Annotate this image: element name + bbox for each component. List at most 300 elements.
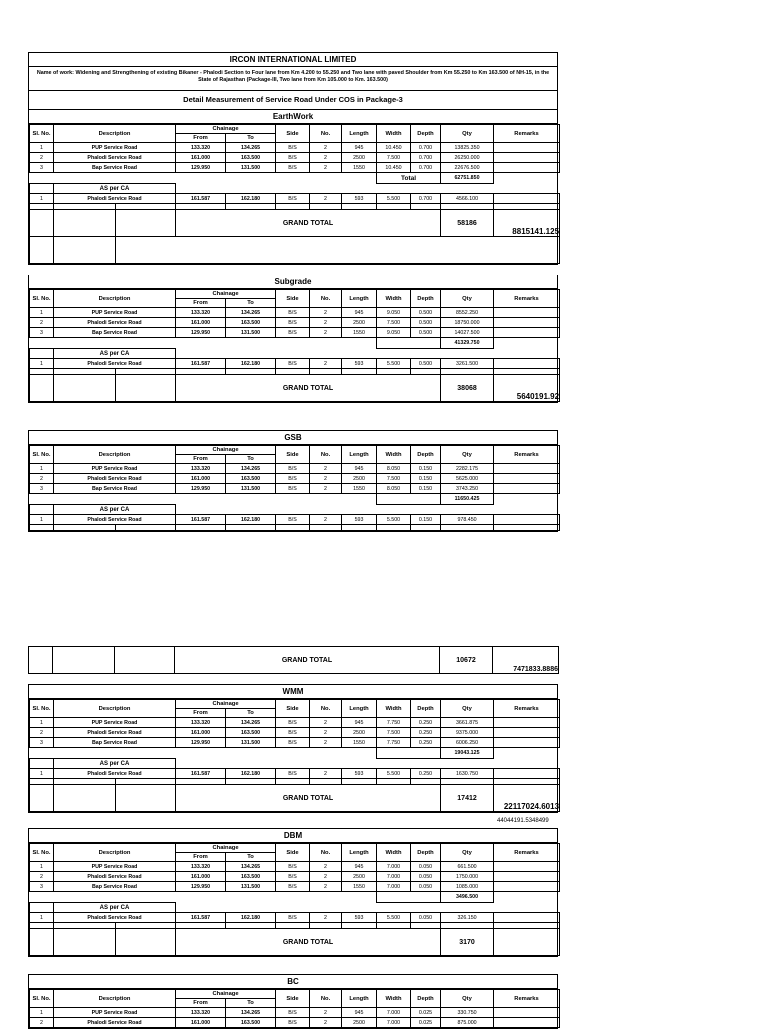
cell-description: Phalodi Service Road [54, 913, 176, 923]
cell-description: Phalodi Service Road [54, 769, 176, 779]
cell-description: Phalodi Service Road [54, 474, 176, 484]
cell-remarks [494, 143, 560, 153]
col-from: From [176, 999, 226, 1008]
cell-qty: 1630.750 [441, 769, 494, 779]
cell-from: 129.950 [176, 484, 226, 494]
cell-side: B/S [276, 862, 310, 872]
cell-side: B/S [276, 153, 310, 163]
cell-sl: 2 [30, 318, 54, 328]
col-length: Length [342, 446, 377, 464]
cell-description: Phalodi Service Road [54, 194, 176, 204]
cell-remarks [494, 1008, 560, 1018]
total-row [30, 892, 560, 903]
cell-no: 2 [310, 328, 342, 338]
gsb-grand-total-block [28, 646, 558, 674]
cell-description: PUP Service Road [54, 143, 176, 153]
cell-side: B/S [276, 464, 310, 474]
cell-side: B/S [276, 308, 310, 318]
cell-remarks [494, 515, 560, 525]
gsb-grand-total-table [28, 646, 559, 674]
col-qty: Qty [441, 844, 494, 862]
cell-remarks [494, 1018, 560, 1028]
col-remarks: Remarks [494, 290, 560, 308]
cell-qty: 5625.000 [441, 474, 494, 484]
wmm-block [28, 684, 558, 813]
cell-from: 133.320 [176, 464, 226, 474]
col-chainage: Chainage [176, 700, 276, 709]
cell-depth: 0.050 [411, 872, 441, 882]
cell-description: PUP Service Road [54, 862, 176, 872]
col-width: Width [377, 290, 411, 308]
col-length: Length [342, 290, 377, 308]
grand-total-amount [494, 929, 560, 956]
cell-depth: 0.500 [411, 359, 441, 369]
cell-width: 7.000 [377, 862, 411, 872]
cell-remarks [494, 882, 560, 892]
cell-width: 7.750 [377, 718, 411, 728]
cell-qty: 2282.175 [441, 464, 494, 474]
cell-from: 161.587 [176, 359, 226, 369]
col-to: To [226, 455, 276, 464]
bc-table [29, 989, 560, 1028]
cell-no: 2 [310, 738, 342, 748]
cell-to: 134.265 [226, 308, 276, 318]
cell-description: Phalodi Service Road [54, 1018, 176, 1028]
cell-qty: 661.500 [441, 862, 494, 872]
cell-qty: 13825.350 [441, 143, 494, 153]
cell-length: 945 [342, 143, 377, 153]
col-side: Side [276, 700, 310, 718]
cell-remarks [494, 464, 560, 474]
grand-total-value: 58186 [441, 210, 494, 237]
section-title-dbm: DBM [29, 829, 557, 843]
cell-sl: 2 [30, 872, 54, 882]
cell-qty: 9375.000 [441, 728, 494, 738]
dbm-table [29, 843, 560, 956]
grand-total-label: GRAND TOTAL [176, 785, 441, 812]
cell-qty: 22676.500 [441, 163, 494, 173]
cell-qty: 326.150 [441, 913, 494, 923]
table-row [30, 318, 560, 328]
col-to: To [226, 709, 276, 718]
cell-side: B/S [276, 913, 310, 923]
cell-length: 945 [342, 464, 377, 474]
cell-depth: 0.150 [411, 474, 441, 484]
cell-depth: 0.250 [411, 718, 441, 728]
cell-depth: 0.700 [411, 143, 441, 153]
dbm-block [28, 828, 558, 957]
cell-depth: 0.500 [411, 318, 441, 328]
col-remarks: Remarks [494, 844, 560, 862]
col-qty: Qty [441, 125, 494, 143]
col-remarks: Remarks [494, 446, 560, 464]
cell-no: 2 [310, 464, 342, 474]
cell-to: 131.500 [226, 328, 276, 338]
col-sl: Sl. No. [30, 990, 54, 1008]
cell-to: 131.500 [226, 163, 276, 173]
cell-to: 131.500 [226, 882, 276, 892]
cell-no: 2 [310, 862, 342, 872]
grand-total-amount: 8815141.125 [494, 210, 560, 237]
cell-width: 5.500 [377, 769, 411, 779]
col-no: No. [310, 125, 342, 143]
cell-from: 129.950 [176, 738, 226, 748]
col-remarks: Remarks [494, 700, 560, 718]
cell-width: 5.500 [377, 913, 411, 923]
table-row [30, 718, 560, 728]
cell-no: 2 [310, 359, 342, 369]
cell-remarks [494, 194, 560, 204]
cell-width: 9.050 [377, 328, 411, 338]
cell-from: 161.000 [176, 474, 226, 484]
cell-no: 2 [310, 474, 342, 484]
col-length: Length [342, 700, 377, 718]
cell-length: 2500 [342, 153, 377, 163]
col-remarks: Remarks [494, 990, 560, 1008]
table-row [30, 464, 560, 474]
col-chainage: Chainage [176, 446, 276, 455]
cell-side: B/S [276, 872, 310, 882]
section-title-earthwork: EarthWork [29, 110, 557, 124]
cell-no: 2 [310, 515, 342, 525]
cell-to: 163.500 [226, 728, 276, 738]
cell-to: 162.180 [226, 913, 276, 923]
grand-total-value: 38068 [441, 375, 494, 402]
cell-to: 163.500 [226, 474, 276, 484]
cell-depth: 0.150 [411, 464, 441, 474]
grand-total-value: 3170 [441, 929, 494, 956]
cell-sl: 1 [30, 718, 54, 728]
col-no: No. [310, 290, 342, 308]
total-qty: 62751.850 [441, 173, 494, 184]
col-qty: Qty [441, 446, 494, 464]
work-description: Name of work: Widening and Strengthening of existing Bikaner - Phalodi Section to Four lane from Km 4.200 to 55.250 and Two lane with paved Shoulder from Km 55.250 to Km 163.500 of NH-15, in the State of Rajasthan (Package-III, Two lane from Km 105.000 to Km. 163.500) [29, 67, 557, 91]
cell-sl: 1 [30, 359, 54, 369]
as-per-ca-label: AS per CA [54, 759, 176, 769]
subgrade-table [29, 289, 560, 402]
grand-total-value: 17412 [441, 785, 494, 812]
table-row [30, 143, 560, 153]
col-side: Side [276, 844, 310, 862]
cell-no: 2 [310, 1008, 342, 1018]
ca-label-row [30, 505, 560, 515]
cell-depth: 0.700 [411, 153, 441, 163]
col-no: No. [310, 844, 342, 862]
col-no: No. [310, 700, 342, 718]
cell-from: 133.320 [176, 718, 226, 728]
cell-sl: 1 [30, 862, 54, 872]
ca-label-row [30, 903, 560, 913]
grand-total-label: GRAND TOTAL [176, 375, 441, 402]
cell-length: 593 [342, 359, 377, 369]
cell-depth: 0.150 [411, 484, 441, 494]
cell-qty: 3661.875 [441, 718, 494, 728]
col-sl: Sl. No. [30, 446, 54, 464]
cell-side: B/S [276, 474, 310, 484]
cell-sl: 1 [30, 464, 54, 474]
cell-remarks [494, 738, 560, 748]
grand-total-row [30, 929, 560, 956]
cell-width: 9.050 [377, 308, 411, 318]
cell-to: 134.265 [226, 143, 276, 153]
cell-remarks [494, 153, 560, 163]
section-title-gsb: GSB [29, 431, 557, 445]
col-from: From [176, 455, 226, 464]
cell-no: 2 [310, 872, 342, 882]
section-title-wmm: WMM [29, 685, 557, 699]
cell-remarks [494, 872, 560, 882]
cell-length: 593 [342, 769, 377, 779]
cell-length: 1550 [342, 163, 377, 173]
cell-side: B/S [276, 882, 310, 892]
table-row [30, 728, 560, 738]
cell-to: 162.180 [226, 515, 276, 525]
cell-description: PUP Service Road [54, 464, 176, 474]
cell-to: 134.265 [226, 718, 276, 728]
cell-length: 2500 [342, 474, 377, 484]
cell-sl: 2 [30, 1018, 54, 1028]
cell-width: 5.500 [377, 515, 411, 525]
cell-qty: 3261.500 [441, 359, 494, 369]
cell-to: 163.500 [226, 318, 276, 328]
cell-depth: 0.050 [411, 913, 441, 923]
cell-qty: 875.000 [441, 1018, 494, 1028]
col-chainage: Chainage [176, 290, 276, 299]
cell-from: 161.000 [176, 318, 226, 328]
cell-depth: 0.250 [411, 738, 441, 748]
cell-sl: 3 [30, 738, 54, 748]
cell-remarks [494, 318, 560, 328]
gsb-block [28, 430, 558, 532]
cell-no: 2 [310, 153, 342, 163]
col-depth: Depth [411, 125, 441, 143]
ca-row [30, 359, 560, 369]
col-to: To [226, 134, 276, 143]
cell-from: 161.587 [176, 769, 226, 779]
cell-description: Bap Service Road [54, 328, 176, 338]
cell-description: PUP Service Road [54, 1008, 176, 1018]
table-row [30, 738, 560, 748]
cell-sl: 1 [30, 308, 54, 318]
cell-description: Phalodi Service Road [54, 872, 176, 882]
cell-length: 1550 [342, 882, 377, 892]
col-qty: Qty [441, 990, 494, 1008]
col-no: No. [310, 990, 342, 1008]
cell-from: 161.587 [176, 194, 226, 204]
cell-sl: 1 [30, 143, 54, 153]
grand-total-value: 10672 [440, 647, 493, 674]
table-row [30, 862, 560, 872]
cell-no: 2 [310, 769, 342, 779]
cell-remarks [494, 163, 560, 173]
cell-side: B/S [276, 1008, 310, 1018]
col-sl: Sl. No. [30, 290, 54, 308]
cell-from: 133.320 [176, 862, 226, 872]
col-no: No. [310, 446, 342, 464]
as-per-ca-label: AS per CA [54, 903, 176, 913]
cell-remarks [494, 484, 560, 494]
col-sl: Sl. No. [30, 700, 54, 718]
cell-length: 2500 [342, 318, 377, 328]
cell-depth: 0.250 [411, 769, 441, 779]
cell-depth: 0.050 [411, 882, 441, 892]
cell-width: 10.450 [377, 143, 411, 153]
col-description: Description [54, 290, 176, 308]
cell-depth: 0.025 [411, 1008, 441, 1018]
cell-side: B/S [276, 163, 310, 173]
col-remarks: Remarks [494, 125, 560, 143]
as-per-ca-label: AS per CA [54, 505, 176, 515]
cell-no: 2 [310, 163, 342, 173]
col-length: Length [342, 844, 377, 862]
cell-length: 1550 [342, 328, 377, 338]
grand-total-amount: 5640191.92 [494, 375, 560, 402]
cell-sl: 2 [30, 153, 54, 163]
cell-no: 2 [310, 318, 342, 328]
total-row [30, 494, 560, 505]
cell-width: 7.500 [377, 153, 411, 163]
col-length: Length [342, 990, 377, 1008]
col-depth: Depth [411, 290, 441, 308]
cell-sl: 2 [30, 474, 54, 484]
document-title: Detail Measurement of Service Road Under COS in Package-3 [29, 91, 557, 110]
grand-total-row [30, 210, 560, 237]
ca-label-row [30, 184, 560, 194]
cell-sl: 1 [30, 913, 54, 923]
ca-row [30, 769, 560, 779]
wmm-extra-amount: 44044191.5348499 [497, 818, 549, 824]
col-depth: Depth [411, 844, 441, 862]
cell-width: 8.050 [377, 464, 411, 474]
table-row [30, 1018, 560, 1028]
cell-length: 1550 [342, 484, 377, 494]
cell-depth: 0.025 [411, 1018, 441, 1028]
col-description: Description [54, 125, 176, 143]
table-row [30, 328, 560, 338]
grand-total-row [30, 375, 560, 402]
cell-from: 161.587 [176, 515, 226, 525]
cell-sl: 2 [30, 728, 54, 738]
cell-qty: 14027.500 [441, 328, 494, 338]
ca-row [30, 194, 560, 204]
cell-description: Bap Service Road [54, 484, 176, 494]
cell-length: 593 [342, 913, 377, 923]
cell-to: 163.500 [226, 153, 276, 163]
cell-to: 131.500 [226, 738, 276, 748]
cell-remarks [494, 308, 560, 318]
col-to: To [226, 999, 276, 1008]
earthwork-block [28, 52, 558, 265]
cell-side: B/S [276, 484, 310, 494]
cell-width: 7.000 [377, 882, 411, 892]
cell-width: 5.500 [377, 359, 411, 369]
cell-remarks [494, 728, 560, 738]
cell-to: 131.500 [226, 484, 276, 494]
cell-depth: 0.050 [411, 862, 441, 872]
col-sl: Sl. No. [30, 844, 54, 862]
cell-width: 10.450 [377, 163, 411, 173]
cell-no: 2 [310, 718, 342, 728]
cell-remarks [494, 718, 560, 728]
cell-width: 8.050 [377, 484, 411, 494]
gsb-table [29, 445, 560, 531]
cell-sl: 3 [30, 882, 54, 892]
cell-remarks [494, 913, 560, 923]
cell-width: 7.000 [377, 872, 411, 882]
cell-no: 2 [310, 194, 342, 204]
col-width: Width [377, 446, 411, 464]
cell-length: 1550 [342, 738, 377, 748]
cell-length: 2500 [342, 872, 377, 882]
section-title-bc: BC [29, 975, 557, 989]
table-row [30, 1008, 560, 1018]
as-per-ca-label: AS per CA [54, 349, 176, 359]
cell-description: Phalodi Service Road [54, 359, 176, 369]
table-row [30, 882, 560, 892]
cell-length: 2500 [342, 1018, 377, 1028]
cell-length: 593 [342, 515, 377, 525]
col-from: From [176, 299, 226, 308]
cell-description: Phalodi Service Road [54, 153, 176, 163]
earthwork-table [29, 124, 560, 264]
cell-description: Bap Service Road [54, 163, 176, 173]
cell-depth: 0.700 [411, 194, 441, 204]
grand-total-amount: 22117024.6013 [494, 785, 560, 812]
col-side: Side [276, 125, 310, 143]
cell-length: 593 [342, 194, 377, 204]
cell-width: 7.750 [377, 738, 411, 748]
col-side: Side [276, 446, 310, 464]
cell-description: PUP Service Road [54, 308, 176, 318]
col-description: Description [54, 446, 176, 464]
cell-side: B/S [276, 318, 310, 328]
cell-side: B/S [276, 515, 310, 525]
cell-description: Bap Service Road [54, 738, 176, 748]
cell-description: Phalodi Service Road [54, 728, 176, 738]
ca-row [30, 515, 560, 525]
total-qty: 41329.750 [441, 338, 494, 349]
cell-side: B/S [276, 769, 310, 779]
cell-side: B/S [276, 143, 310, 153]
col-description: Description [54, 990, 176, 1008]
total-row [30, 338, 560, 349]
col-to: To [226, 299, 276, 308]
col-description: Description [54, 700, 176, 718]
cell-qty: 330.750 [441, 1008, 494, 1018]
cell-from: 129.950 [176, 328, 226, 338]
cell-width: 7.500 [377, 474, 411, 484]
cell-from: 161.000 [176, 153, 226, 163]
col-depth: Depth [411, 700, 441, 718]
cell-side: B/S [276, 728, 310, 738]
cell-side: B/S [276, 718, 310, 728]
col-length: Length [342, 125, 377, 143]
col-depth: Depth [411, 446, 441, 464]
cell-qty: 26250.000 [441, 153, 494, 163]
col-width: Width [377, 700, 411, 718]
cell-length: 945 [342, 308, 377, 318]
grand-total-amount: 7471833.8886 [493, 647, 559, 674]
cell-depth: 0.700 [411, 163, 441, 173]
cell-to: 163.500 [226, 1018, 276, 1028]
cell-from: 161.000 [176, 1018, 226, 1028]
col-chainage: Chainage [176, 844, 276, 853]
grand-total-row [30, 785, 560, 812]
cell-from: 129.950 [176, 163, 226, 173]
cell-sl: 1 [30, 515, 54, 525]
table-row [30, 308, 560, 318]
ca-row [30, 913, 560, 923]
